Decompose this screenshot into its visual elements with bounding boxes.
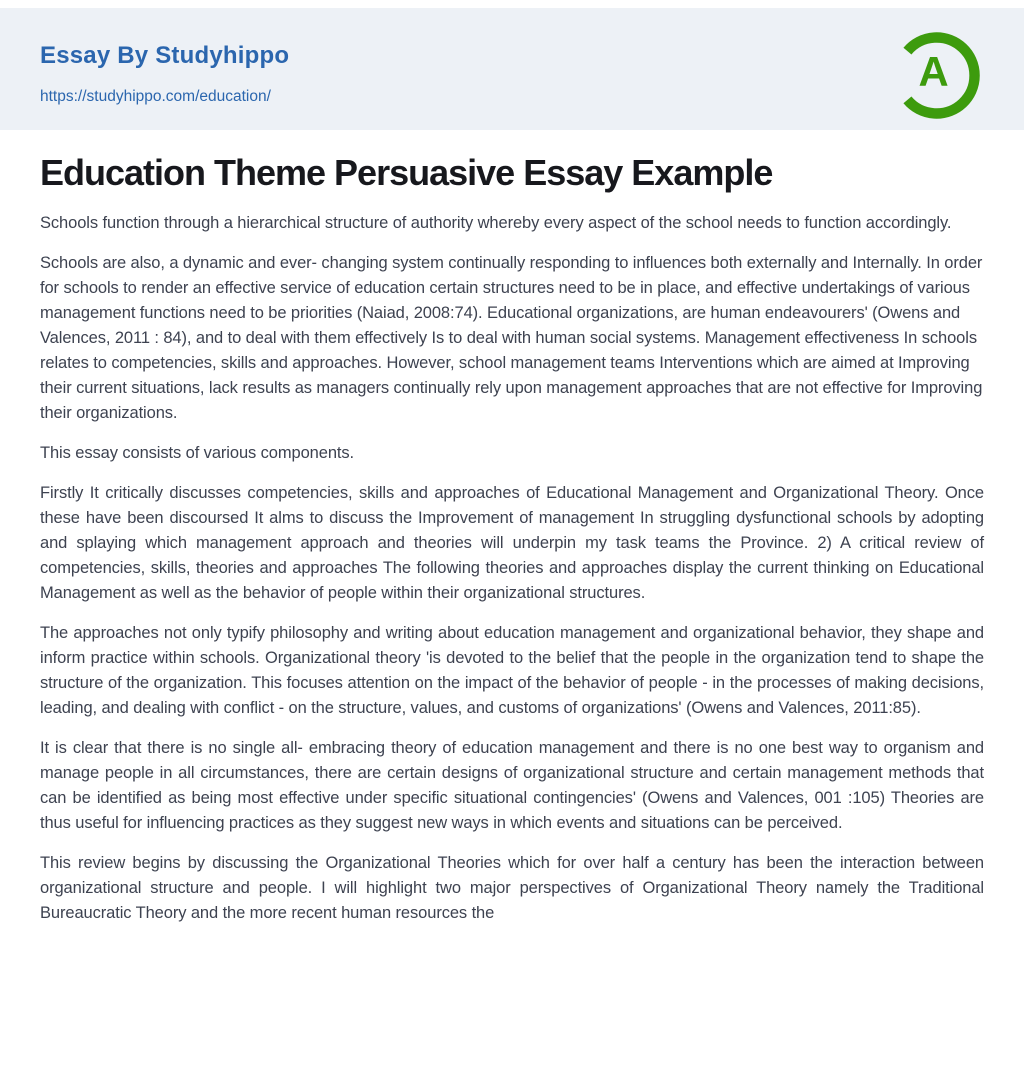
source-url-link[interactable]: https://studyhippo.com/education/ xyxy=(40,88,271,105)
page-title: Education Theme Persuasive Essay Example xyxy=(40,152,773,193)
essay-paragraph-7: This review begins by discussing the Organizational Theories which for over half a century has been the interaction between organizational structure and people. I will highlight two major perspectives of Organizational Theory namely the Traditional Bureaucratic Theory and the more recent human resources the xyxy=(40,854,984,923)
essay-content xyxy=(0,151,1024,926)
logo-letter: A xyxy=(918,47,949,95)
page-header xyxy=(0,8,1024,130)
essay-paragraph-4: Firstly It critically discusses competencies, skills and approaches of Educational Management and Organizational Theory. Once these have been discoursed It alms to discuss the Improvement of management In struggling dysfunctional schools by adopting and splaying which management approach and theories will underpin my task teams the Province. 2) A critical review of competencies, skills, theories and approaches The following theories and approaches display the current thinking on Educational Management as well as the behavior of people within their organizational structures. xyxy=(40,484,984,603)
essay-paragraph-1: Schools function through a hierarchical structure of authority whereby every aspect of the school needs to function accordingly. xyxy=(40,214,952,233)
header-text-block xyxy=(40,32,289,106)
essay-paragraph-5: The approaches not only typify philosophy and writing about education management and organizational behavior, they shape and inform practice within schools. Organizational theory 'is devoted to the belief that the people in the organization tend to shape the structure of the organization. This focuses attention on the impact of the behavior of people - in the processes of making decisions, leading, and dealing with conflict - on the structure, values, and customs of organizations' (Owens and Valences, 2011:85). xyxy=(40,624,984,718)
studyhippo-logo-icon xyxy=(889,28,984,123)
essay-paragraph-2: Schools are also, a dynamic and ever- changing system continually responding to influences both externally and Internally. In order for schools to render an effective service of education certain structures need to be in place, and effective undertakings of various management functions need to be priorities (Naiad, 2008:74). Educational organizations, are human endeavourers' (Owens and Valences, 2011 : 84), and to deal with them effectively Is to deal with human social systems. Management effectiveness In schools relates to competencies, skills and approaches. However, school management teams Interventions which are aimed at Improving their current situations, lack results as managers continually rely upon management approaches that are not effective for Improving their organizations. xyxy=(40,254,983,423)
site-title-link[interactable]: Essay By Studyhippo xyxy=(40,42,290,69)
essay-paragraph-3: This essay consists of various components. xyxy=(40,444,355,463)
essay-paragraph-6: It is clear that there is no single all- embracing theory of education management and there is no one best way to organism and manage people in all circumstances, there are certain designs of organizational structure and certain management methods that can be identified as being most effective under specific situational contingencies' (Owens and Valences, 001 :105) Theories are thus useful for influencing practices as they suggest new ways in which events and situations can be perceived. xyxy=(40,739,984,833)
